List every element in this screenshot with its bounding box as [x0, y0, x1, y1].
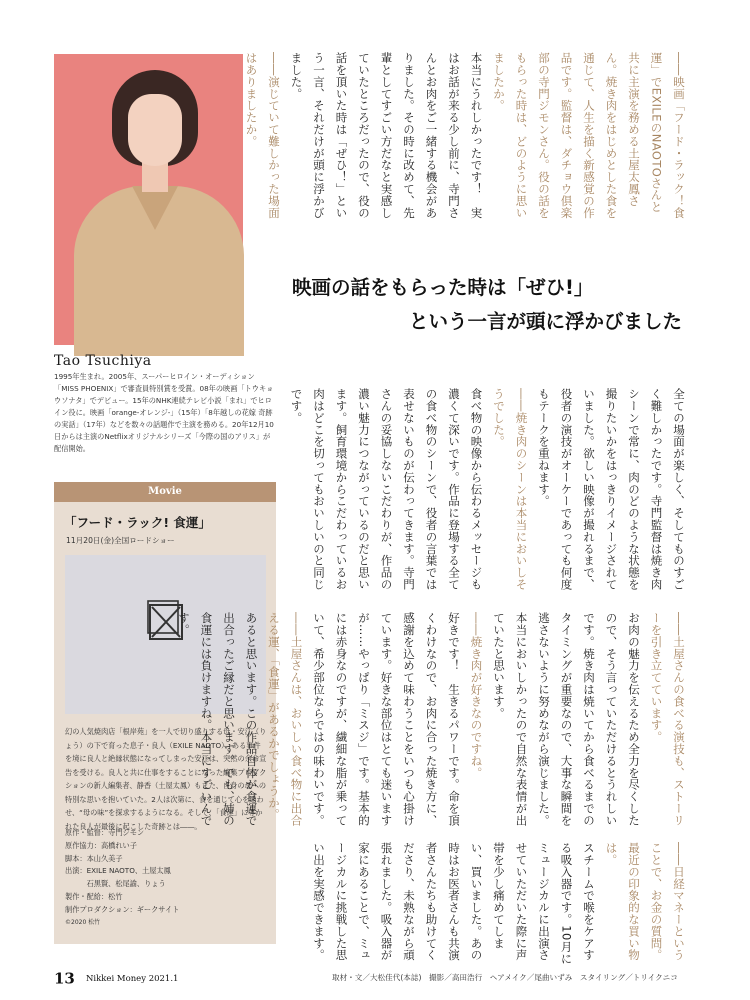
credit-row: 原作協力：高橋れい子 [65, 840, 137, 850]
movie-copyright: ©2020 松竹 [65, 918, 101, 926]
interview-answer: スチームで喉をケアする吸入器です。10月にミュージカルに出演させていただいた際に声帯を少し痛めてしまい、買いました。あの時はお医者さんも共演者さんたちも助けてくださり、未熟ながら頑張れました。吸入器が家にあることで、ミュージカルに挑戦した思い出を実感できます。 [312, 842, 596, 965]
interview-question: ――日経マネーということで、お金の質問。最近の印象的な買い物は。 [604, 842, 686, 961]
interview-answer: 好きです！ 生きるパワーです。命を頂くわけなので、お肉に合った焼き方に、感謝を込めて味わうことをいつも心掛けています。好きな部位はとても迷いますが……やっぱり「ミスジ」です。基本的には赤身なのですが、繊細な脂が乗っていて、希少部位ならではの味わいです。 [312, 612, 461, 827]
interview-answer: 本当にうれしかったです！ 実はお話が来る少し前に、寺門さんとお肉をご一緒する機会がありました。その時に改めて、先輩としてすごい方だなと実感していたところだったので、役の話を頂いた時は「ぜひ！」という一言、それだけが頭に浮かびました。 [289, 52, 484, 219]
staff-credits: 取材・文／大松佳代(本誌) 撮影／高田浩行 ヘアメイク／尾曲いずみ スタイリング／トリイクニコ [332, 973, 678, 982]
movie-tag: Movie [54, 482, 276, 502]
interview-question: ――焼き肉のシーンは本当においしそうでした。 [492, 388, 529, 591]
page-footer [54, 968, 178, 988]
magazine-issue: Nikkei Money 2021.1 [85, 973, 179, 984]
interview-answer: お肉の魅力を伝えるため全力を尽くしたので、そう言っていただけるとうれしいです。焼き肉は焼いてから食べるまでのタイミングが重要なので、大事な瞬間を逃さないように努めながら演じました。本当においしかったので自然な表情が出ていたと思います。 [492, 612, 641, 827]
article-column-2 [289, 388, 690, 598]
article-headline [292, 271, 682, 339]
movie-credits [65, 827, 267, 929]
movie-title: 「フード・ラック! 食運」 [64, 515, 211, 530]
movie-synopsis: 幻の人気焼肉店「根岸苑」を一人で切り盛りする母・安江（りょう）の下で育った息子・良人（EXILE NAOTO）。ある事件を境に良人と絶縁状態になってしまった安江は、突然の余命宣告を受ける。良人と共に仕事をすることになった編集プロダクションの新人編集者、静香（土屋太鳳）もまた、自身の母への特別な思いを抱いていた。2人は次第に、食を通じて心を通わせ、“母の味”を探求するようになる。そして、「食運」に導かれた良人が最後に起こした奇跡とは――。 [65, 727, 267, 831]
credit-row: 原作・監督：寺門ジモン [65, 828, 145, 837]
credit-row: 製作・配給：松竹 [65, 891, 123, 901]
interview-question: ――演じていて難しかった場面はありましたか。 [244, 52, 281, 219]
profile-bio: 1995年生まれ。2005年、スーパーヒロイン・オーディション「MISS PHOENIX」で審査員特別賞を受賞。08年の映画「トウキョウソナタ」でデビュー。15年のNHK連続テレビ小説「まれ」でヒロイン役に。映画「orange-オレンジ-」（15年）「8年越しの花嫁 奇跡の実話」（17年）などを数々の話題作で主演を務める。20年12月10日からは主演のNetflixオリジナルシリーズ「今際の国のアリス」が配信開始。 [54, 372, 274, 453]
portrait-photo [54, 54, 243, 345]
interview-answer: 全ての場面が楽しく、そしてものすごく難しかったです。寺門監督は焼き肉シーンで常に、肉のどのような状態を撮りたいかをはっきりイメージされていました。欲しい映像が撮れるまで、役者の演技がオーケーであっても何度もテークを重ねます。 [537, 388, 686, 591]
interview-question: ――土屋さんは、おいしい食べ物に出合える運、「食運」があるかでしょうか。 [267, 612, 304, 827]
profile-name: Tao Tsuchiya [54, 353, 152, 369]
photo-face [128, 94, 182, 166]
credit-row: 出演：EXILE NAOTO、土屋太鳳 [65, 866, 171, 876]
credit-row: 石黒賢、松尾諭、りょう [65, 879, 166, 889]
headline-line-2: という一言が頭に浮かびました [408, 310, 682, 333]
credit-row: 脚本：本山久美子 [65, 853, 123, 863]
headline-line-1: 映画の話をもらった時は「ぜひ!」 [292, 276, 594, 299]
article-column-1 [244, 52, 690, 224]
article-column-3 [177, 612, 690, 830]
interview-question: ――土屋さんの食べる演技も、ストーリーを引き立てています。 [649, 612, 686, 827]
interview-answer: あると思います。この作品自体が食運で出合ったご縁だと思います。でも、姉の食運には負けますね。本当にすごいんです。 [177, 612, 259, 827]
article-column-4 [312, 842, 690, 967]
credit-row: 制作プロダクション：ギークサイト [65, 904, 180, 914]
interview-question: ――映画「フード・ラック！食運」でEXILEのNAOTOさんと共に主演を務める土屋太鳳さん。焼き肉をはじめとした食を通じて、人生を描く新感覚の作品です。監督は、ダチョウ倶楽部の寺門ジモンさん。役の話をもらった時は、どのように思いましたか。 [492, 52, 686, 219]
page-number: 13 [54, 969, 75, 988]
interview-question: ――焼き肉が好きなのですね。 [469, 612, 484, 779]
interview-answer: 食べ物の映像から伝わるメッセージも濃くて深いです。作品に登場する全ての食べ物のシーンで、役者の言葉では表せないものが伝わってきます。寺門さんの妥協しないこだわりが、作品の濃い魅力につながっているのだと思います。飼育環境からこだわっているお肉はどこを切ってもおいしいのと同じです。 [289, 388, 484, 591]
movie-release-date: 11月20日(金)全国ロードショー [66, 536, 175, 545]
